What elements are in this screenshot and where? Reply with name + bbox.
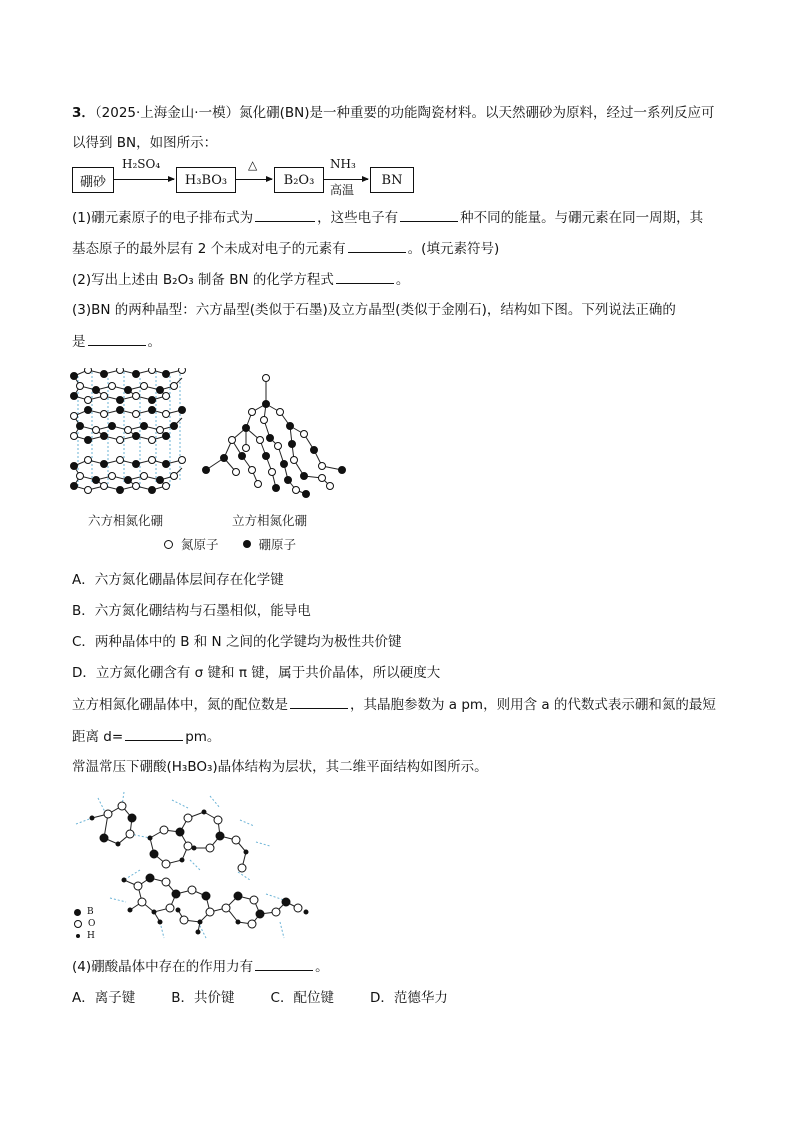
option-3d[interactable]: D．立方氮化硼含有 σ 键和 π 键，属于共价晶体，所以硬度大	[72, 665, 441, 681]
boric-acid-structure-figure	[70, 790, 310, 945]
oxygen-legend-marker	[74, 920, 82, 928]
answer-blank[interactable]	[255, 956, 313, 971]
part3-line-2	[72, 331, 161, 352]
answer-blank[interactable]	[290, 694, 348, 709]
answer-blank[interactable]	[348, 238, 406, 253]
hexagonal-bn-structure	[71, 368, 186, 494]
question-number: 3．	[72, 105, 95, 121]
question-intro-text: 氮化硼(BN)是一种重要的功能陶瓷材料。以天然硼砂为原料，经过一系列反应可	[239, 105, 715, 121]
part4-text-a: (4)硼酸晶体中存在的作用力有	[72, 959, 254, 975]
answer-blank[interactable]	[255, 207, 315, 222]
flow-reagent-h2so4: H₂SO₄	[122, 157, 161, 171]
answer-blank[interactable]	[125, 726, 183, 741]
flow-step-b2o3: B₂O₃	[274, 167, 324, 193]
cubic-question-text-b: ，其晶胞参数为 a pm，则用含 a 的代数式表示硼和氮的最短	[350, 697, 716, 713]
cubic-question-text-a: 立方相氮化硼晶体中，氮的配位数是	[72, 697, 288, 713]
legend-oxygen	[74, 918, 95, 930]
part3-text-b: 。	[147, 334, 161, 350]
part1-text-a: (1)硼元素原子的电子排布式为	[72, 210, 254, 226]
flow-step-bn: BN	[370, 167, 414, 193]
boric-acid-intro: 常温常压下硼酸(H₃BO₃)晶体结构为层状，其二维平面结构如图所示。	[72, 759, 488, 775]
question-intro-line-2: 以得到 BN，如图所示：	[72, 135, 218, 151]
boron-legend-label: 硼原子	[258, 537, 297, 552]
flow-arrow-1	[114, 179, 174, 180]
hydrogen-legend-label: H	[87, 931, 95, 941]
part2-text-a: (2)写出上述由 B₂O₃ 制备 BN 的化学方程式	[72, 272, 334, 288]
boron-legend-label: B	[87, 907, 94, 917]
answer-blank[interactable]	[400, 207, 458, 222]
synthesis-flow-diagram	[72, 157, 432, 197]
cubic-question-text-c: 距离 d=	[72, 729, 124, 745]
nitrogen-legend-marker	[164, 540, 173, 549]
part2-line	[72, 269, 409, 290]
figure1-legend	[164, 535, 296, 553]
part4-options	[72, 986, 484, 1006]
flow-reagent-heat: △	[248, 158, 258, 172]
option-4b[interactable]: B．共价键	[171, 990, 235, 1006]
part3-text-a: 是	[72, 334, 86, 350]
flow-reagent-nh3: NH₃	[330, 157, 356, 171]
cubic-bn-caption: 立方相氮化硼	[232, 513, 308, 528]
option-3c[interactable]: C．两种晶体中的 B 和 N 之间的化学键均为极性共价键	[72, 634, 402, 650]
flow-step-borax: 硼砂	[72, 167, 114, 193]
answer-blank[interactable]	[336, 269, 394, 284]
bn-crystal-structures-figure	[66, 368, 356, 508]
nitrogen-legend-label: 氮原子	[181, 537, 219, 552]
boron-legend-marker	[243, 540, 251, 548]
question-intro-line-1	[72, 103, 715, 123]
part3-line-1: (3)BN 的两种晶型：六方晶型(类似于石墨)及立方晶型(类似于金刚石)，结构如下图。下列说法正确的	[72, 302, 676, 318]
hydrogen-legend-marker	[76, 934, 80, 938]
flow-reagent-high-temp: 高温	[330, 183, 355, 197]
question-source: （2025·上海金山·一模）	[94, 105, 240, 121]
option-4a[interactable]: A．离子键	[72, 990, 136, 1006]
flow-step-h3bo3: H₃BO₃	[176, 167, 236, 193]
cubic-question-text-d: pm。	[185, 729, 221, 745]
answer-blank[interactable]	[88, 331, 146, 346]
boron-legend-marker	[74, 909, 81, 916]
part4-text-b: 。	[315, 959, 329, 975]
part1-text-b: ，这些电子有	[317, 210, 399, 226]
cubic-question-line-2	[72, 726, 220, 747]
flow-arrow-2	[236, 179, 272, 180]
part1-text-e: 。(填元素符号)	[407, 241, 500, 257]
part2-text-b: 。	[395, 272, 410, 288]
option-4c[interactable]: C．配位键	[270, 990, 334, 1006]
part1-line-2	[72, 238, 499, 259]
option-3a[interactable]: A．六方氮化硼晶体层间存在化学键	[72, 572, 284, 588]
oxygen-legend-label: O	[88, 919, 96, 929]
part1-text-d: 基态原子的最外层有 2 个未成对电子的元素有	[72, 241, 346, 257]
option-3b[interactable]: B．六方氮化硼结构与石墨相似，能导电	[72, 603, 311, 619]
part1-line-1	[72, 207, 703, 228]
cubic-question-line-1	[72, 694, 716, 715]
legend-boron	[74, 906, 95, 918]
cubic-bn-structure	[203, 375, 346, 498]
hexagonal-bn-caption: 六方相氮化硼	[88, 513, 164, 528]
option-4d[interactable]: D．范德华力	[369, 990, 448, 1006]
part4-line	[72, 956, 329, 977]
legend-hydrogen	[74, 930, 95, 942]
boric-acid-legend	[74, 906, 95, 942]
flow-arrow-3	[324, 179, 368, 180]
part1-text-c: 种不同的能量。与硼元素在同一周期，其	[460, 210, 704, 226]
